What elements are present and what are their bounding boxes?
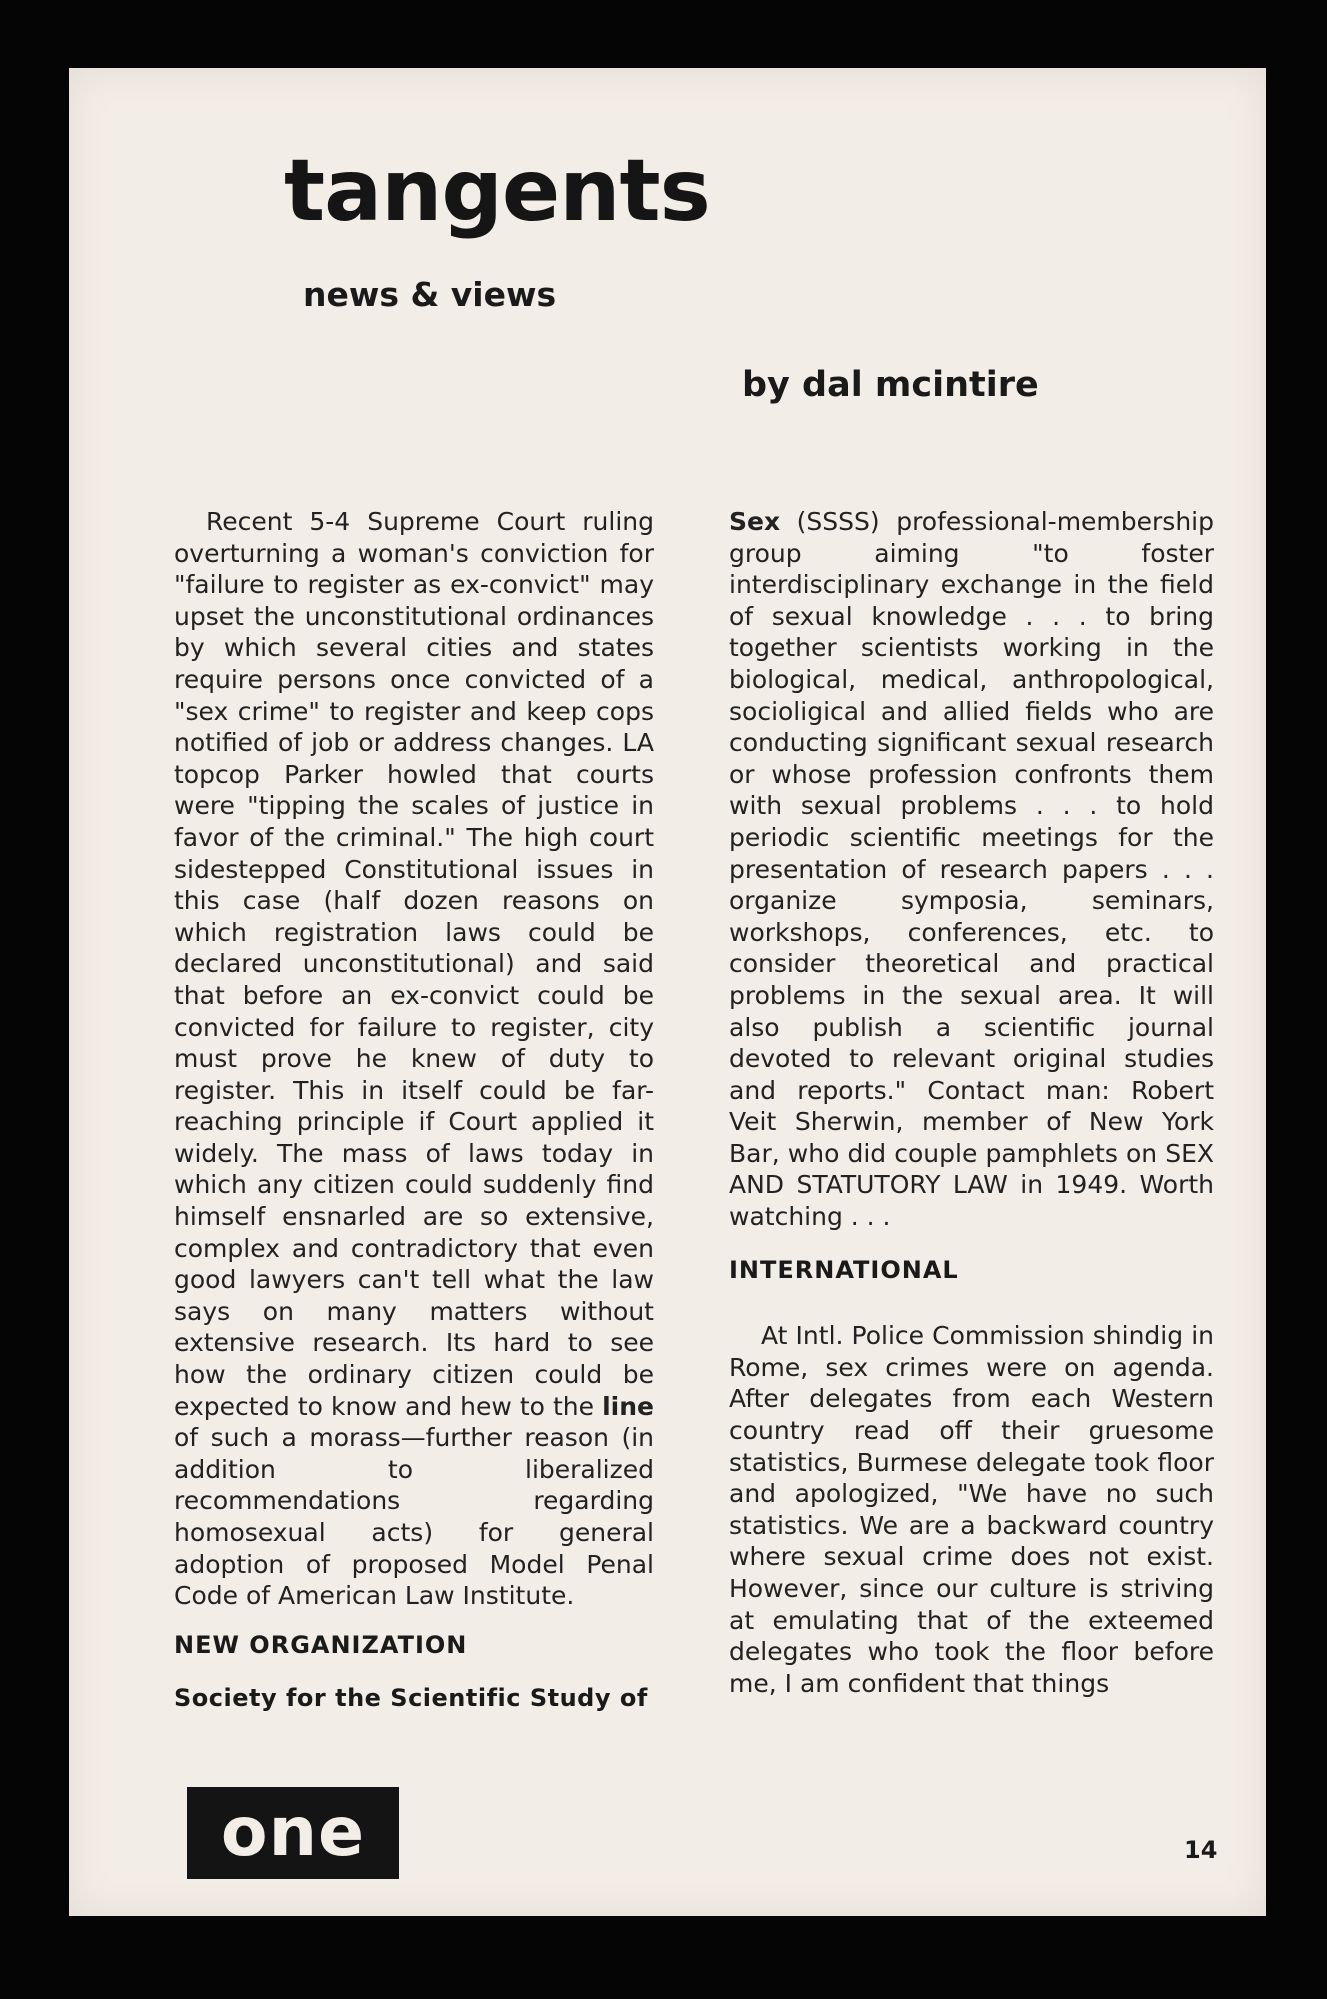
section-heading-new-organization: NEW ORGANIZATION <box>174 1630 468 1659</box>
paragraph-text: Recent 5-4 Supreme Court ruling overturning a woman's conviction for "failure to register as ex-convict" may upset the unconstitutional ordinances by which several cities and states require persons once convicted of a "sex crime" to register and keep cops notified of job or address changes. LA topcop Parker howled that courts were "tipping the scales of justice in favor of the criminal." The high court sidestepped Constitutional issues in this case (half dozen reasons on which registration laws could be declared unconstitutional) and said that before an ex-convict could be convicted for failure to register, city must prove he knew of duty to register. This in itself could be far-reaching principle if Court applied it widely. The mass of laws today in which any citizen could suddenly find himself ensnarled are so extensive, complex and contradictory that even good lawyers can't tell what the law says on many matters without extensive research. Its hard to see how the ordinary citizen could be expected to know and hew to the <box>174 507 654 1421</box>
paragraph-text: of such a morass—further reason (in addition to liberalized recommendations regarding homosexual acts) for general adoption of proposed Model Penal Code of American Law Institute. <box>174 1423 654 1611</box>
article-paragraph <box>729 506 1214 1233</box>
paragraph-text: (SSSS) professional-membership group aiming "to foster interdisciplinary exchange in the field of sexual knowledge . . . to bring together scientists working in the biological, medical, anthropological, socioligical and allied fields who are conducting significant sexual research or whose profession confronts them with sexual problems . . . to hold periodic scientific meetings for the presentation of research papers . . . organize symposia, seminars, workshops, conferences, etc. to consider theoretical and practical problems in the sexual area. It will also publish a scientific journal devoted to relevant original studies and reports." Contact man: Robert Veit Sherwin, member of New York Bar, who did couple pamphlets on SEX AND STATUTORY LAW in 1949. Worth watching . . . <box>729 507 1214 1232</box>
section-heading-international: INTERNATIONAL <box>729 1255 959 1284</box>
byline: by dal mcintire <box>742 365 1039 405</box>
left-column <box>174 506 654 1715</box>
page-number: 14 <box>1184 1836 1218 1864</box>
logo-text: one <box>220 1793 366 1872</box>
right-column <box>729 506 1214 1699</box>
one-magazine-logo <box>187 1787 399 1879</box>
bold-word: Sex <box>729 507 781 536</box>
organization-name: Society for the Scientific Study of <box>174 1684 648 1713</box>
page-subtitle: news & views <box>303 275 557 314</box>
article-paragraph <box>174 506 654 1612</box>
bold-word: line <box>602 1391 654 1421</box>
article-paragraph: At Intl. Police Commission shindig in Rome, sex crimes were on agenda. After delegates from each Western country read off their gruesome statistics, Burmese delegate took floor and apologized, "We have no such statistics. We are a backward country where sexual crime does not exist. However, since our culture is striving at emulating that of the exteemed delegates who took the floor before me, I am confident that things <box>729 1321 1214 1698</box>
page-title: tangents <box>284 141 710 241</box>
magazine-page <box>69 68 1266 1916</box>
